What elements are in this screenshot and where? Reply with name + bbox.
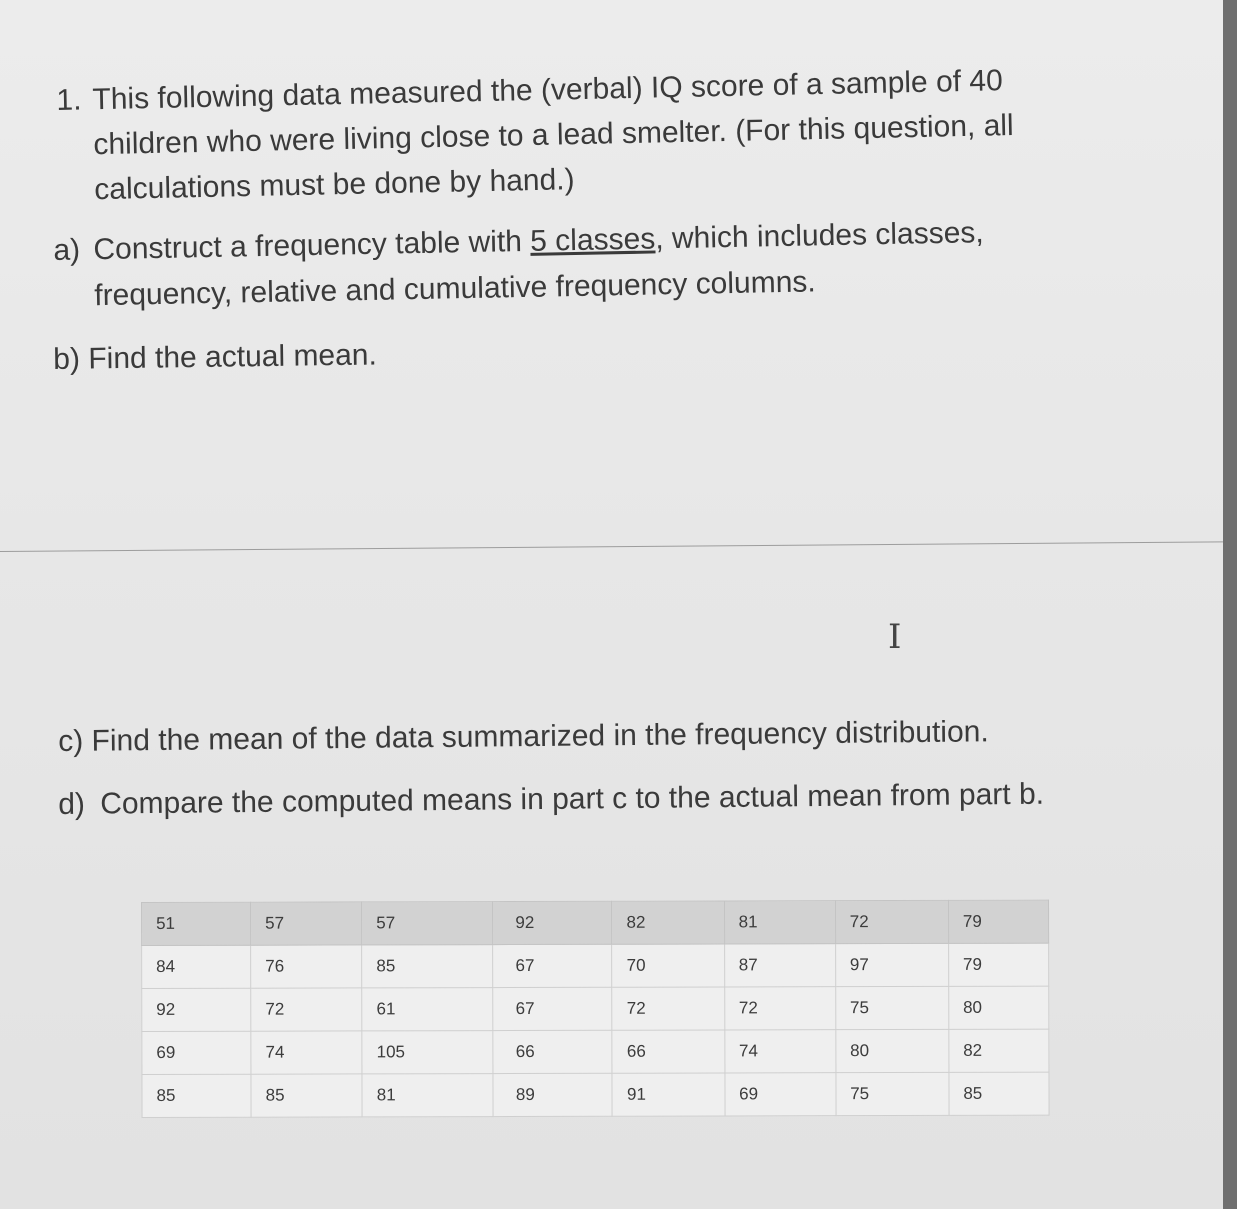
table-cell: 57 — [251, 902, 362, 945]
table-cell: 69 — [142, 1031, 251, 1074]
part-d-label: d) — [58, 787, 86, 821]
screen-edge — [1223, 0, 1237, 1209]
table-cell: 67 — [493, 944, 612, 987]
table-cell: 84 — [142, 945, 251, 988]
table-cell: 87 — [724, 944, 835, 987]
table-cell: 92 — [142, 988, 251, 1031]
table-cell: 66 — [612, 1030, 724, 1073]
table-row — [142, 1029, 1049, 1074]
table-cell: 75 — [836, 1072, 949, 1115]
table-cell: 70 — [612, 944, 724, 987]
table-cell: 72 — [612, 987, 724, 1030]
table-cell: 89 — [493, 1073, 612, 1116]
part-d — [58, 772, 1058, 828]
part-a-label: a) — [53, 233, 81, 267]
table-cell: 74 — [724, 1030, 835, 1073]
table-row — [142, 986, 1049, 1031]
table-row — [142, 900, 1049, 945]
table-cell: 105 — [362, 1031, 493, 1074]
part-c-text: Find the mean of the data summarized in the frequency distribution. — [91, 715, 989, 758]
part-b — [53, 333, 377, 382]
table-cell: 80 — [836, 1029, 949, 1072]
part-a — [53, 209, 1055, 320]
table-row — [142, 943, 1049, 988]
table-cell: 74 — [251, 1031, 362, 1074]
table-cell: 91 — [612, 1073, 724, 1116]
question-section — [0, 0, 1223, 560]
part-b-label: b) — [53, 342, 81, 376]
table-cell: 72 — [835, 900, 948, 943]
part-a-text — [93, 209, 1055, 319]
table-cell: 82 — [949, 1029, 1049, 1072]
table-cell: 97 — [835, 943, 948, 986]
part-c — [58, 710, 989, 764]
table-cell: 80 — [949, 986, 1049, 1029]
part-a-text-after: , which includes classes, frequency, relative and cumulative frequency columns. — [93, 216, 985, 313]
table-cell: 82 — [612, 901, 724, 944]
table-cell: 85 — [142, 1074, 251, 1117]
part-d-text: Compare the computed means in part c to the actual mean from part b. — [100, 777, 1045, 821]
table-cell: 66 — [493, 1030, 612, 1073]
iq-data-table — [141, 900, 1050, 1118]
table-cell: 79 — [948, 900, 1048, 943]
text-cursor-icon: I — [888, 617, 902, 657]
table-cell: 67 — [493, 987, 612, 1030]
table-cell: 72 — [251, 988, 362, 1031]
table-cell: 51 — [142, 902, 251, 945]
table-cell: 85 — [362, 945, 493, 988]
question-number: 1. — [56, 83, 82, 117]
table-cell: 79 — [948, 943, 1048, 986]
table-cell: 57 — [362, 902, 493, 945]
part-a-text-before: Construct a frequency table with — [93, 224, 531, 267]
table-cell: 72 — [724, 987, 835, 1030]
table-cell: 75 — [835, 986, 948, 1029]
table-cell: 81 — [362, 1074, 493, 1117]
table-row — [142, 1072, 1049, 1117]
table-cell: 61 — [362, 988, 493, 1031]
question-1 — [56, 57, 1069, 213]
table-cell: 92 — [493, 901, 612, 944]
question-text: This following data measured the (verbal) IQ score of a sample of 40 children who were living close to a lead smelter. (For this question, all calculations must be done by hand.) — [92, 64, 1014, 207]
part-b-text: Find the actual mean. — [88, 338, 378, 376]
table-cell: 85 — [949, 1072, 1049, 1115]
part-c-label: c) — [58, 724, 84, 758]
table-cell: 76 — [251, 945, 362, 988]
table-cell: 85 — [251, 1074, 362, 1117]
table-cell: 69 — [725, 1073, 836, 1116]
table-cell: 81 — [724, 901, 835, 944]
part-a-underlined: 5 classes — [529, 222, 656, 258]
